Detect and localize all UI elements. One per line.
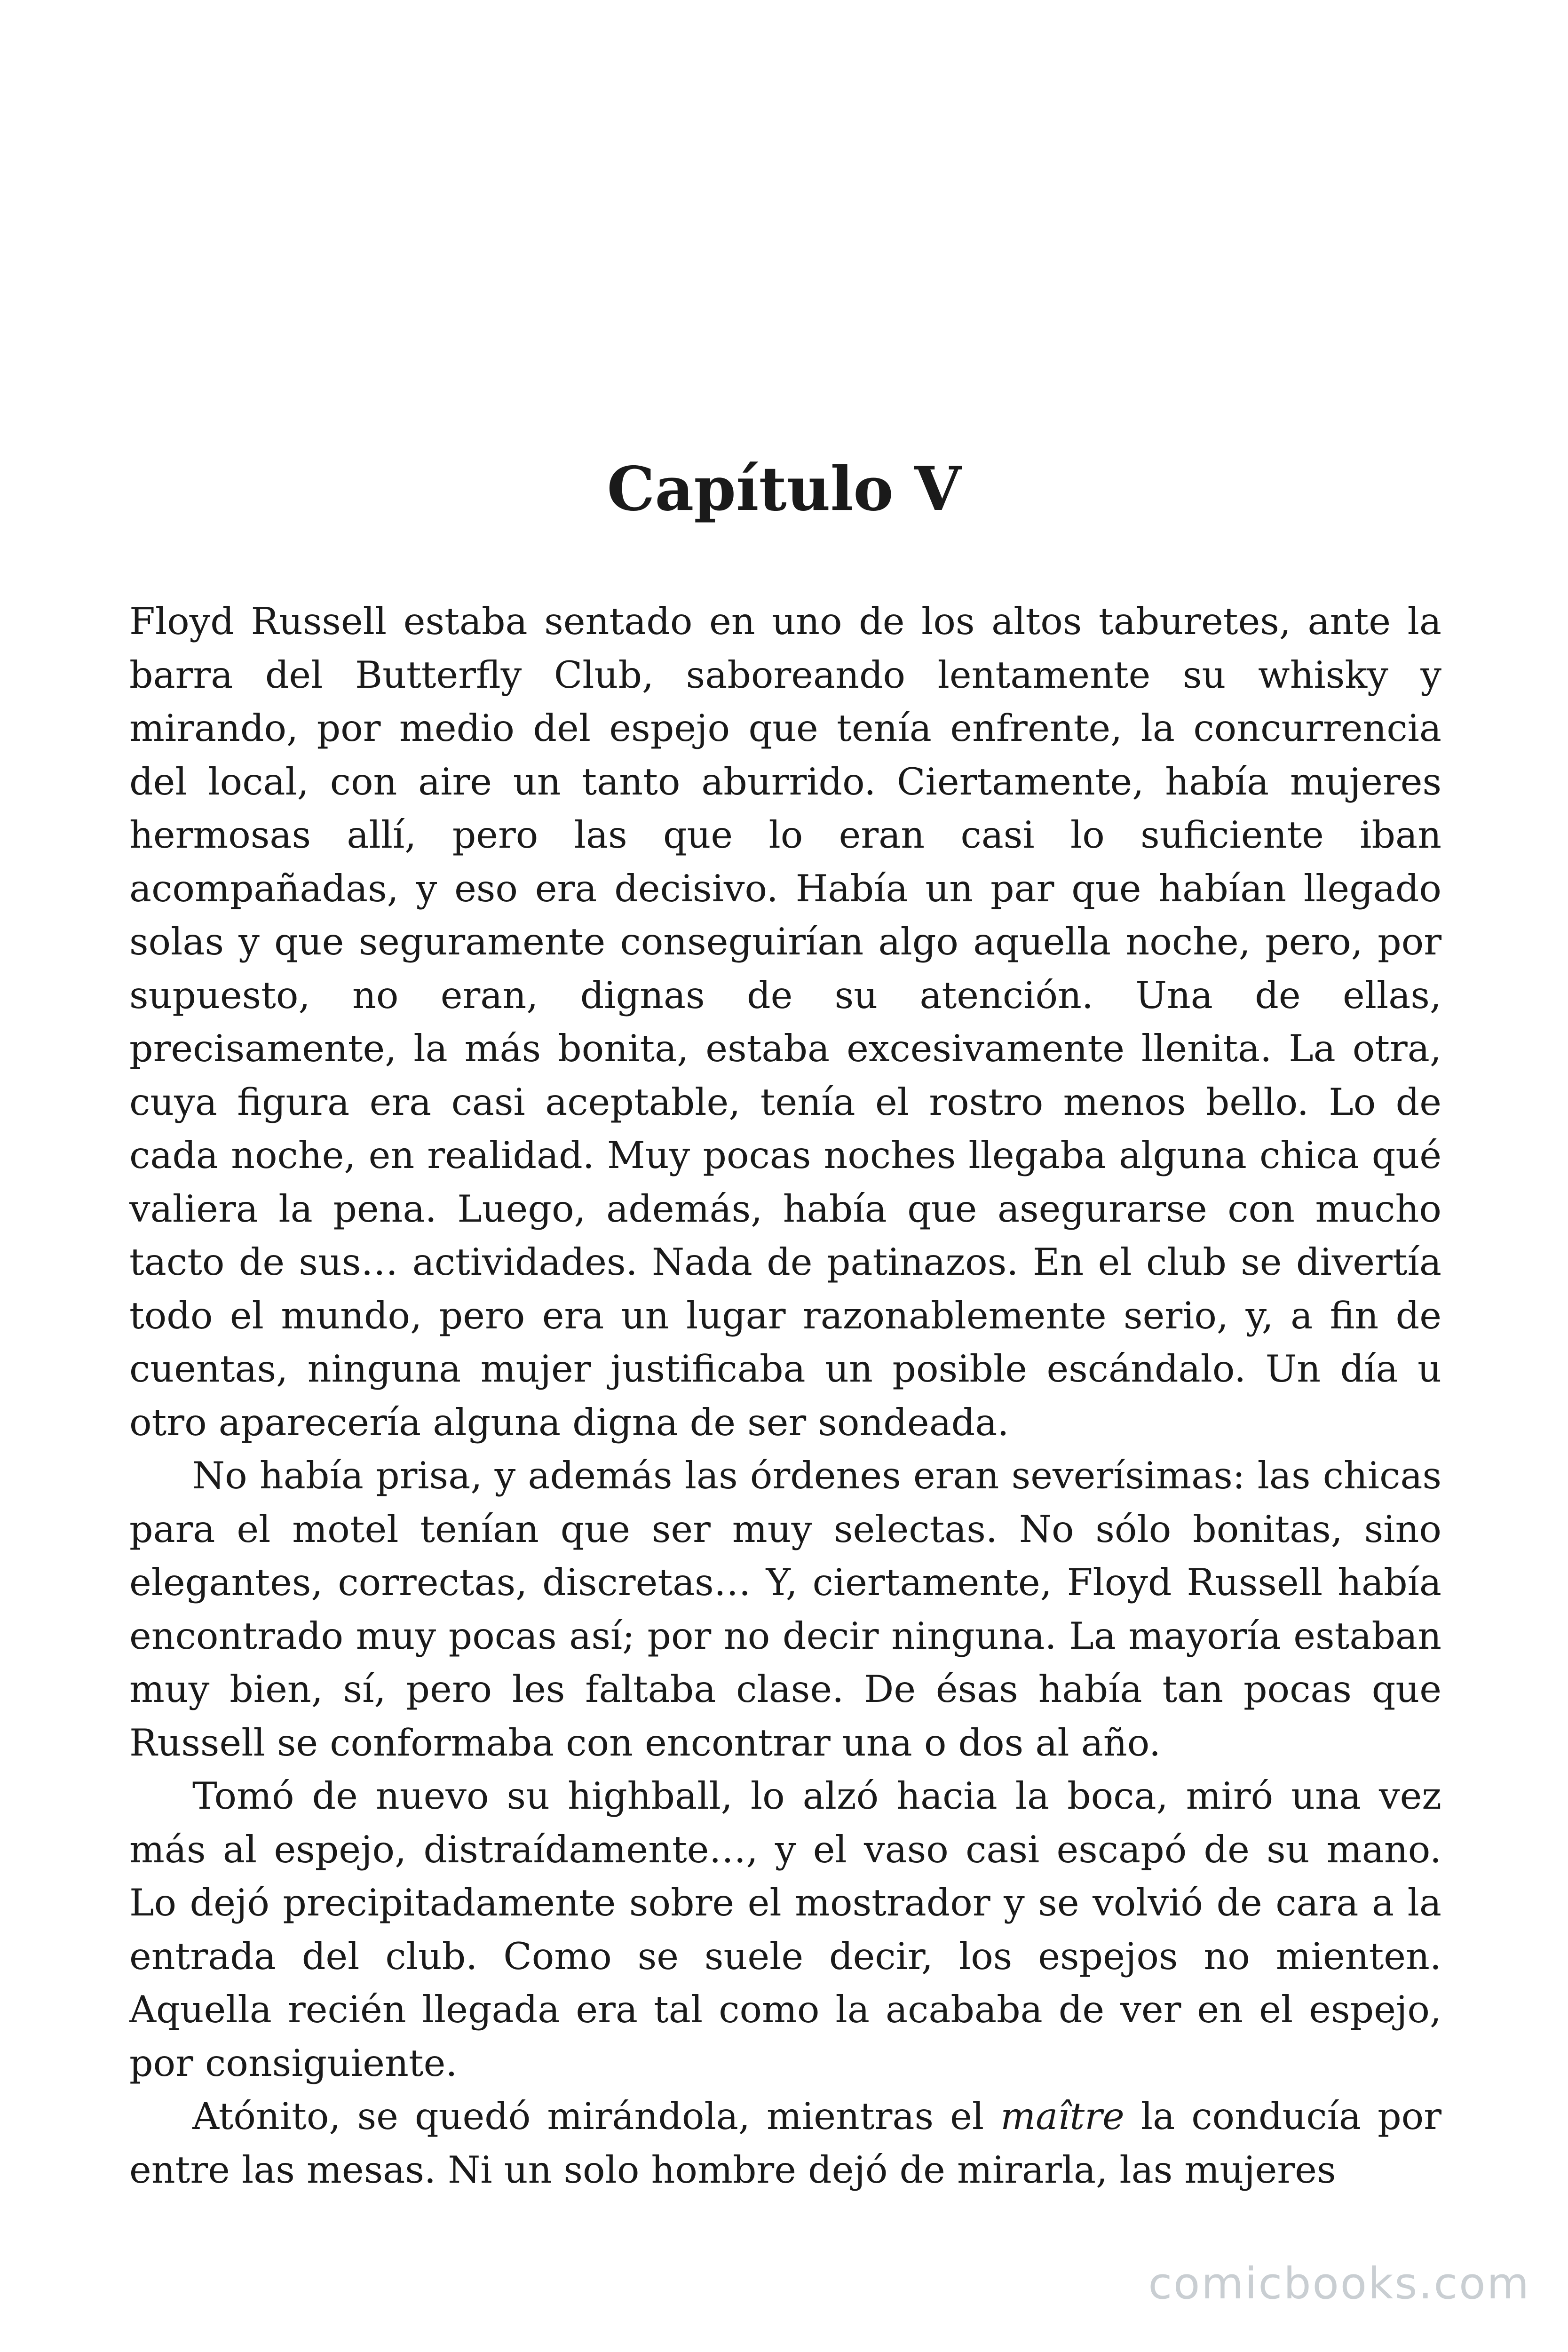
paragraph-4 [129, 2090, 1441, 2197]
paragraph-1: Floyd Russell estaba sentado en uno de los altos taburetes, ante la barra del Butterfly Club, saboreando lentamente su whisky y mirando, por medio del espejo que tenía enfrente, la concurrencia del local, con aire un tanto aburrido. Ciertamente, había mujeres hermosas allí, pero las que lo eran casi lo suficiente iban acompañadas, y eso era decisivo. Había un par que habían llegado solas y que seguramente conseguirían algo aquella noche, pero, por supuesto, no eran, dignas de su atención. Una de ellas, precisamente, la más bonita, estaba excesivamente llenita. La otra, cuya figura era casi aceptable, tenía el rostro menos bello. Lo de cada noche, en realidad. Muy pocas noches llegaba alguna chica qué valiera la pena. Luego, además, había que asegurarse con mucho tacto de sus… actividades. Nada de patinazos. En el club se divertía todo el mundo, pero era un lugar razonablemente serio, y, a fin de cuentas, ninguna mujer justificaba un posible escándalo. Un día u otro aparecería alguna digna de ser sondeada. [129, 600, 1441, 1444]
paragraph-4-start: Atónito, se quedó mirándola, mientras el [192, 2095, 1001, 2138]
chapter-title: Capítulo V [607, 454, 961, 524]
paragraph-2: No había prisa, y además las órdenes eran severísimas: las chicas para el motel tenían que ser muy selectas. No sólo bonitas, sino elegantes, correctas, discretas… Y, ciertamente, Floyd Russell había encontrado muy pocas así; por no decir ninguna. La mayoría estaban muy bien, sí, pero les faltaba clase. De ésas había tan pocas que Russell se conformaba con encontrar una o dos al año. [129, 1454, 1441, 1764]
paragraph-4-end: la conducía por entre las mesas. Ni un solo hombre dejó de mirarla, las mujeres [129, 2095, 1441, 2192]
paragraph-3: Tomó de nuevo su highball, lo alzó hacia la boca, miró una vez más al espejo, distraídamente…, y el vaso casi escapó de su mano. Lo dejó precipitadamente sobre el mostrador y se volvió de cara a la entrada del club. Como se suele decir, los espejos no mienten. Aquella recién llegada era tal como la acababa de ver en el espejo, por consiguiente. [129, 1774, 1441, 2085]
chapter-body [129, 595, 1441, 2197]
watermark: comicbooks.com [1148, 2258, 1530, 2309]
italic-term: maître [1000, 2095, 1125, 2138]
